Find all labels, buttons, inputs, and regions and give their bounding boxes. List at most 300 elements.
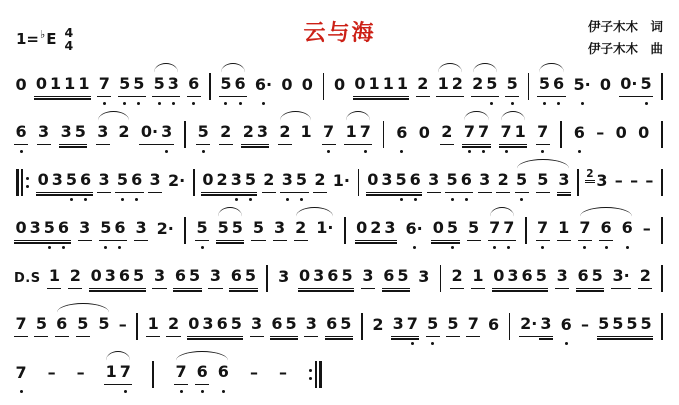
note-text: 5 (535, 266, 547, 286)
note (253, 76, 273, 96)
note-text: 6 (80, 170, 92, 190)
note (115, 171, 129, 192)
note (152, 75, 166, 96)
note-text: 6 (217, 362, 229, 382)
second-beam-line (216, 242, 230, 244)
low-octave-dot (507, 246, 510, 249)
low-octave-dot (201, 390, 204, 393)
note-text: 3 (104, 266, 116, 286)
note (280, 171, 294, 192)
low-octave-dot (583, 246, 586, 249)
note-group (579, 316, 590, 336)
low-octave-dot (20, 390, 23, 393)
note (201, 171, 215, 192)
note-text: 2 (295, 218, 307, 238)
low-octave-dot (413, 246, 416, 249)
second-beam-line (230, 242, 244, 244)
note (598, 76, 612, 96)
note (557, 219, 571, 240)
score-line (14, 350, 665, 398)
note-text: 3 (230, 170, 242, 190)
low-octave-dot (192, 102, 195, 105)
barline (266, 265, 268, 292)
note (160, 123, 174, 144)
note (118, 363, 132, 384)
low-octave-dot (511, 102, 514, 105)
note-text: 1 (396, 74, 408, 94)
note (166, 315, 180, 336)
slurred-note-group (216, 219, 244, 240)
note-group (519, 315, 553, 336)
note-text: 6 (560, 314, 572, 334)
second-beam-line (325, 338, 339, 340)
note-text: 7 (579, 218, 591, 238)
note (155, 220, 175, 240)
note-group (366, 171, 423, 192)
note-text: 5 (340, 314, 352, 334)
note-text: 3 (384, 218, 396, 238)
low-octave-dot (482, 150, 485, 153)
note-text: 7 (489, 218, 501, 238)
note-group (353, 75, 410, 96)
second-beam-line (187, 290, 201, 292)
thick-bar (319, 361, 322, 388)
note-text: 1 (514, 122, 526, 142)
slurred-note-group (174, 363, 230, 384)
note-group (611, 267, 652, 288)
note-text: 5 (133, 266, 145, 286)
barline (361, 313, 363, 340)
second-beam-line (625, 338, 639, 340)
note-text: 1 (300, 122, 312, 142)
note-text: 6 (188, 74, 200, 94)
note (340, 267, 354, 288)
second-beam-line (73, 146, 87, 148)
note-group (572, 124, 586, 144)
note (369, 219, 383, 240)
note-text: 7 (477, 122, 490, 142)
note-text: – (47, 362, 56, 382)
note-text: 6 (327, 266, 339, 286)
note (355, 219, 369, 240)
note-group (440, 123, 454, 144)
key-tonic-label: 1= (16, 30, 40, 49)
note (619, 75, 639, 96)
slurred-note-group (294, 219, 335, 240)
note-group (196, 123, 210, 144)
note-group (14, 76, 28, 96)
second-beam-line (431, 242, 445, 244)
note-text: 0 (15, 218, 27, 238)
note-text: 5 (446, 170, 458, 190)
note-text: 5 (506, 74, 518, 94)
note-group (34, 75, 91, 96)
low-octave-dot (411, 342, 414, 345)
note (103, 267, 117, 288)
low-octave-dot (180, 390, 183, 393)
note-text: – (76, 362, 85, 382)
second-beam-line (243, 290, 257, 292)
note-text: 3 (540, 314, 552, 334)
note-group (644, 172, 655, 192)
note-text: 5 (397, 266, 409, 286)
note-text: 0 (90, 266, 102, 286)
note-group (445, 171, 473, 192)
score-line (14, 302, 665, 350)
note-text: 5 (244, 170, 256, 190)
low-octave-dot (327, 150, 330, 153)
meter-lower: 4 (64, 38, 74, 54)
second-beam-line (77, 98, 91, 100)
note (344, 123, 358, 144)
note-text: 3 (428, 170, 440, 190)
note-text: 0 (15, 74, 27, 94)
second-beam-line (462, 146, 476, 148)
second-beam-line (63, 98, 77, 100)
note (466, 315, 480, 336)
low-octave-dot (262, 102, 265, 105)
note-text: 3· (612, 266, 630, 286)
barline (383, 121, 385, 148)
slurred-note-group (104, 363, 132, 384)
sheet-header (14, 4, 665, 62)
note-text: 1· (332, 170, 350, 190)
second-beam-line (408, 194, 422, 196)
note-group (391, 315, 419, 336)
barline (661, 121, 663, 148)
note-group (313, 171, 327, 192)
low-octave-dot (62, 246, 65, 249)
note (611, 315, 625, 336)
barline (661, 217, 663, 244)
second-beam-line (539, 338, 553, 340)
second-beam-line (492, 290, 506, 292)
note (552, 75, 566, 96)
note-group (492, 267, 549, 288)
note (436, 75, 450, 96)
low-octave-dot (400, 150, 403, 153)
note (219, 75, 233, 96)
note-group (146, 315, 160, 336)
note-text: 1 (50, 74, 62, 94)
note-group (277, 268, 291, 288)
note (325, 315, 339, 336)
note-text: 0 (37, 170, 49, 190)
note (629, 172, 640, 192)
second-beam-line (229, 290, 243, 292)
note-group (641, 220, 652, 240)
note (173, 267, 187, 288)
note-group (14, 219, 71, 240)
note (215, 171, 229, 192)
note (597, 315, 611, 336)
note (485, 75, 499, 96)
note (132, 267, 146, 288)
low-octave-dot (451, 198, 454, 201)
second-beam-line (395, 98, 409, 100)
low-octave-dot (135, 198, 138, 201)
note-group (253, 76, 273, 96)
low-octave-dot (581, 102, 584, 105)
note-text: 5 (486, 74, 498, 94)
note-text: 5 (65, 170, 78, 190)
slurred-note-group (499, 123, 527, 144)
note (196, 123, 210, 144)
repeat-dot (309, 369, 312, 372)
second-beam-line (59, 146, 73, 148)
note-text: 2 (216, 170, 228, 190)
note (579, 316, 590, 336)
note (187, 267, 201, 288)
low-octave-dot (414, 198, 417, 201)
note (459, 171, 473, 192)
second-beam-line (445, 242, 459, 244)
note (195, 219, 209, 240)
note (132, 75, 146, 96)
note-text: 3 (256, 122, 268, 142)
low-octave-dot (121, 198, 124, 201)
composer-credit: 伊子木木 曲 (587, 40, 663, 56)
note-text: – (614, 170, 623, 190)
thick-bar (16, 169, 19, 196)
note-text: 5 (220, 74, 232, 94)
second-beam-line (340, 290, 354, 292)
note-group (417, 124, 431, 144)
note-group (34, 315, 48, 336)
note-text: 5 (427, 314, 439, 334)
note-text: 5 (231, 218, 243, 238)
note (537, 75, 551, 96)
note (139, 123, 159, 144)
note (277, 364, 288, 384)
note (117, 267, 131, 288)
note-group (14, 315, 28, 336)
barline (661, 73, 663, 100)
note-group (576, 267, 604, 288)
note-text: 5 (591, 266, 603, 286)
note-group (555, 267, 569, 288)
score-line (14, 110, 665, 158)
ds-marker: D.S (14, 270, 41, 286)
second-beam-line (270, 338, 284, 340)
repeat-start-barline (16, 169, 30, 196)
low-octave-dot (123, 102, 126, 105)
note-group (404, 220, 424, 240)
note (408, 171, 422, 192)
second-beam-line (42, 242, 56, 244)
note (250, 315, 264, 336)
second-beam-line (381, 98, 395, 100)
note-text: 0 (356, 218, 368, 238)
note-group (173, 267, 201, 288)
lyricist-credit: 伊子木木 词 (587, 19, 663, 34)
second-beam-line (243, 194, 257, 196)
note-group (99, 219, 127, 240)
second-beam-line (353, 98, 367, 100)
note (416, 75, 430, 96)
note-group (166, 172, 186, 192)
note-text: 2 (263, 170, 275, 190)
low-octave-dot (222, 390, 225, 393)
note-group (431, 219, 459, 240)
note-group (155, 220, 175, 240)
note-text: 5 (598, 314, 610, 334)
note-text: 0 (301, 74, 313, 94)
note-group (619, 75, 653, 96)
note-text: 6 (196, 362, 208, 382)
note (96, 123, 110, 144)
note (284, 315, 298, 336)
note-group (637, 124, 651, 144)
note-text: 7 (359, 122, 371, 142)
repeat-dots (309, 369, 312, 380)
note (559, 316, 573, 336)
note (502, 219, 516, 240)
note (333, 76, 347, 96)
note-text: 0 (188, 314, 200, 334)
note (229, 315, 243, 336)
note-text: 5 (295, 170, 308, 190)
second-beam-line (28, 242, 42, 244)
note-group (208, 267, 222, 288)
note-group (248, 364, 259, 384)
meter-upper: 4 (64, 25, 74, 40)
low-octave-dot (124, 390, 127, 393)
key-note: E (46, 30, 57, 49)
second-beam-line (312, 290, 326, 292)
note (68, 267, 82, 288)
note-text: 1 (437, 74, 449, 94)
note-text: 6 (577, 266, 589, 286)
note-text: 6 (326, 314, 338, 334)
note-text: 1 (558, 218, 570, 238)
barline (184, 121, 186, 148)
note-text: 6 (553, 74, 565, 94)
note-text: 1 (472, 266, 484, 286)
low-octave-dot (605, 246, 608, 249)
note-text: 5 (468, 218, 480, 238)
note (201, 315, 215, 336)
second-beam-line (201, 194, 215, 196)
note (174, 363, 188, 384)
note (241, 123, 255, 144)
slurred-note-group (344, 123, 372, 144)
note (56, 219, 70, 240)
note-text: 6 (573, 122, 585, 142)
note (492, 267, 506, 288)
note-text: 5 (133, 74, 145, 94)
note-text: 0 (202, 170, 214, 190)
note (187, 75, 201, 96)
note-text: 5 (395, 170, 407, 190)
low-octave-dot (224, 102, 227, 105)
note (371, 316, 385, 336)
note-text: 2· (156, 218, 174, 238)
note (97, 315, 111, 335)
note-text: 6 (56, 314, 68, 334)
note (440, 123, 454, 144)
note-group (536, 123, 550, 144)
note (46, 364, 57, 384)
note-group (78, 219, 92, 240)
note-text: 3 (507, 266, 519, 286)
second-beam-line (476, 146, 490, 148)
second-beam-line (597, 338, 611, 340)
low-octave-dot (20, 150, 23, 153)
second-beam-line (229, 338, 243, 340)
note (611, 267, 631, 288)
barline (193, 169, 195, 196)
note-group (117, 316, 128, 336)
score-body (14, 62, 665, 398)
note (148, 171, 162, 192)
note (34, 75, 48, 96)
note-group (46, 364, 57, 384)
note (248, 364, 259, 384)
low-octave-dot (202, 150, 205, 153)
note (233, 75, 247, 96)
note-group (598, 76, 612, 96)
low-octave-dot (565, 342, 568, 345)
slurred-note-group (278, 123, 313, 144)
note (14, 315, 28, 336)
note-group (382, 267, 410, 288)
note-text: 5 (230, 314, 242, 334)
low-octave-dot (520, 198, 523, 201)
note (299, 123, 313, 143)
note-group (416, 75, 430, 96)
note (366, 171, 380, 192)
second-beam-line (534, 290, 548, 292)
note (499, 123, 513, 144)
note (536, 123, 550, 144)
second-beam-line (284, 338, 298, 340)
low-octave-dot (300, 198, 303, 201)
barline (509, 313, 511, 340)
note-group (361, 267, 375, 288)
note-text: 6 (216, 314, 228, 334)
note (97, 75, 111, 96)
note-text: 0 (299, 266, 311, 286)
note-text: 3 (558, 170, 570, 190)
slurred-note-group (96, 123, 131, 144)
low-octave-dot (48, 246, 51, 249)
second-beam-line (639, 338, 653, 340)
barline (661, 265, 663, 292)
note (294, 219, 308, 240)
note-text: 5 (35, 314, 47, 334)
repeat-end-barline (308, 361, 322, 388)
note-group (148, 171, 162, 192)
second-beam-line (187, 338, 201, 340)
note (361, 267, 375, 288)
note-text: 1 (105, 362, 117, 382)
note-group (195, 219, 209, 240)
note (97, 171, 111, 192)
note-text: 3 (313, 266, 325, 286)
note-text: 2· (520, 314, 538, 334)
note (488, 219, 502, 240)
note (339, 315, 353, 336)
note-text: 5 (447, 314, 459, 334)
slurred-note-group (55, 315, 111, 336)
note-text: 3 (392, 314, 404, 334)
note (613, 172, 624, 192)
barline (136, 313, 138, 340)
note (641, 220, 652, 240)
barline (440, 265, 442, 292)
second-beam-line (79, 194, 93, 196)
